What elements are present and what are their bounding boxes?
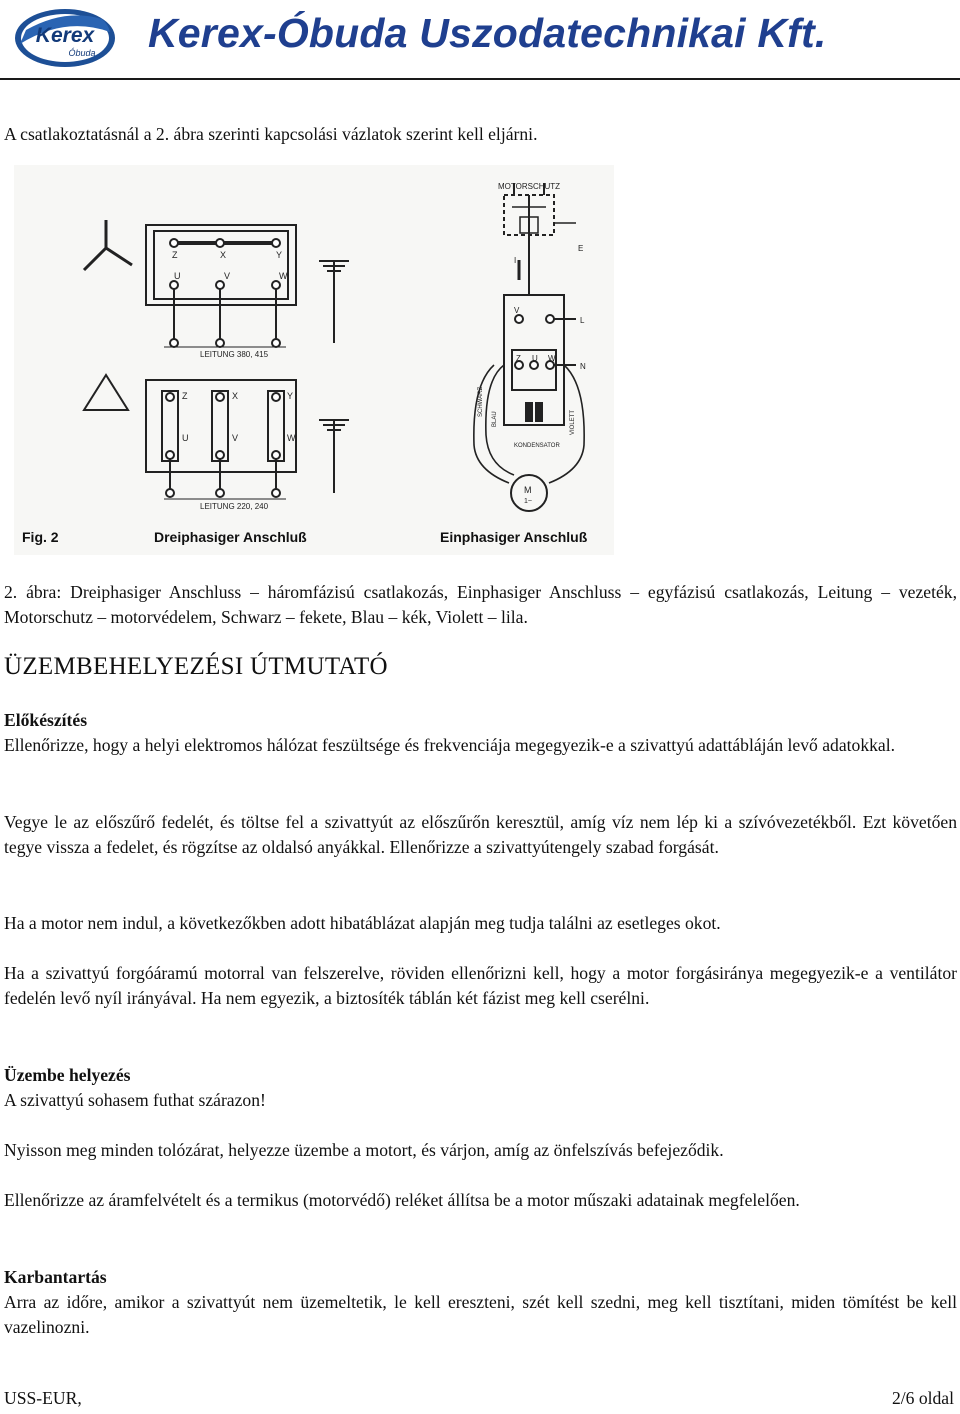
svg-text:V: V: [514, 306, 520, 315]
svg-text:U: U: [532, 354, 538, 363]
svg-text:I: I: [514, 256, 517, 265]
company-logo: [12, 6, 118, 70]
page-header: [0, 0, 960, 80]
svg-text:Dreiphasiger Anschluß: Dreiphasiger Anschluß: [154, 529, 307, 545]
elokeszites-paragraph-2: Vegye le az előszűrő fedelét, és töltse fel a szivattyút az előszűrőn keresztül, amíg víz nem lép ki a szívóvezetékből. Ezt követően tegye vissza a fedelet, és rögzítse az oldalsó anyákkal. Ellenőrizze a szivattyútengely szabad forgását.: [4, 812, 957, 857]
svg-text:Y: Y: [276, 250, 283, 260]
svg-text:V: V: [232, 433, 239, 443]
svg-text:SCHWARZ: SCHWARZ: [478, 386, 484, 417]
svg-text:V: V: [224, 271, 231, 281]
heading-uzembe-helyezes: Üzembe helyezés: [4, 1065, 131, 1085]
svg-text:Y: Y: [287, 391, 294, 401]
svg-text:MOTORSCHUTZ: MOTORSCHUTZ: [498, 182, 561, 191]
svg-text:W: W: [279, 271, 288, 281]
svg-text:N: N: [580, 362, 586, 371]
heading-karbantartas: Karbantartás: [4, 1267, 107, 1287]
wiring-diagram: [14, 165, 614, 555]
svg-text:L: L: [580, 316, 585, 325]
intro-paragraph: A csatlakoztatásnál a 2. ábra szerinti kapcsolási vázlatok szerint kell eljárni.: [4, 124, 538, 144]
uzembe-paragraph-2: Nyisson meg minden tolózárat, helyezze üzembe a motort, és várjon, amíg az önfelszívás befejeződik.: [4, 1140, 724, 1160]
svg-text:X: X: [220, 250, 227, 260]
elokeszites-paragraph-4: Ha a szivattyú forgóáramú motorral van felszerelve, röviden ellenőrizni kell, hogy a motor forgásiránya megegyezik-e a ventilátor fedelén levő nyíl irányával. Ha nem egyezik, a biztosíték táblán két fázist meg kell cserélni.: [4, 963, 957, 1008]
heading-elokeszites: Előkészítés: [4, 710, 88, 730]
header-divider: [0, 78, 960, 80]
svg-text:Einphasiger Anschluß: Einphasiger Anschluß: [440, 529, 588, 545]
svg-text:1~: 1~: [524, 498, 532, 505]
figure-caption: 2. ábra: Dreiphasiger Anschluss – háromfázisú csatlakozás, Einphasiger Anschluss – egyfázisú csatlakozás, Leitung – vezeték, Motorschutz – motorvédelem, Schwarz – fekete, Blau – kék, Violett – lila.: [4, 582, 957, 627]
svg-text:Kerex: Kerex: [35, 24, 95, 47]
svg-text:M: M: [524, 485, 532, 495]
svg-text:Z: Z: [182, 391, 188, 401]
svg-text:Óbuda: Óbuda: [68, 48, 96, 58]
svg-text:Z: Z: [516, 354, 521, 363]
svg-text:E: E: [578, 244, 584, 253]
company-title: Kerex-Óbuda Uszodatechnikai Kft.: [148, 10, 827, 56]
svg-text:X: X: [232, 391, 239, 401]
svg-text:VIOLETT: VIOLETT: [570, 409, 576, 435]
karbantartas-paragraph-1: Arra az időre, amikor a szivattyút nem üzemeltetik, le kell ereszteni, szét kell szedni, meg kell tisztítani, miden tömítést be kell vazelinozni.: [4, 1292, 957, 1337]
footer-document-code: USS-EUR,: [4, 1388, 82, 1408]
uzembe-paragraph-1: A szivattyú sohasem futhat szárazon!: [4, 1090, 266, 1110]
svg-text:U: U: [182, 433, 189, 443]
svg-text:BLAU: BLAU: [492, 411, 498, 427]
svg-text:W: W: [548, 354, 556, 363]
elokeszites-paragraph-1: Ellenőrizze, hogy a helyi elektromos hálózat feszültsége és frekvenciája megegyezik-e a szivattyú adattábláján levő adatokkal.: [4, 735, 896, 755]
svg-text:KONDENSATOR: KONDENSATOR: [514, 443, 560, 449]
footer-page-number: 2/6 oldal: [891, 1388, 954, 1408]
uzembe-paragraph-3: Ellenőrizze az áramfelvételt és a termikus (motorvédő) reléket állítsa be a motor műszaki adatainak megfelelően.: [4, 1190, 800, 1210]
svg-text:Fig. 2: Fig. 2: [22, 529, 59, 545]
svg-text:Z: Z: [172, 250, 178, 260]
svg-text:W: W: [287, 433, 296, 443]
elokeszites-paragraph-3: Ha a motor nem indul, a következőkben adott hibatáblázat alapján meg tudja találni az esetleges okot.: [4, 913, 721, 933]
section-title: ÜZEMBEHELYEZÉSI ÚTMUTATÓ: [4, 653, 388, 680]
svg-text:LEITUNG 380, 415: LEITUNG 380, 415: [200, 350, 269, 359]
svg-text:U: U: [174, 271, 181, 281]
svg-text:LEITUNG 220, 240: LEITUNG 220, 240: [200, 502, 269, 511]
